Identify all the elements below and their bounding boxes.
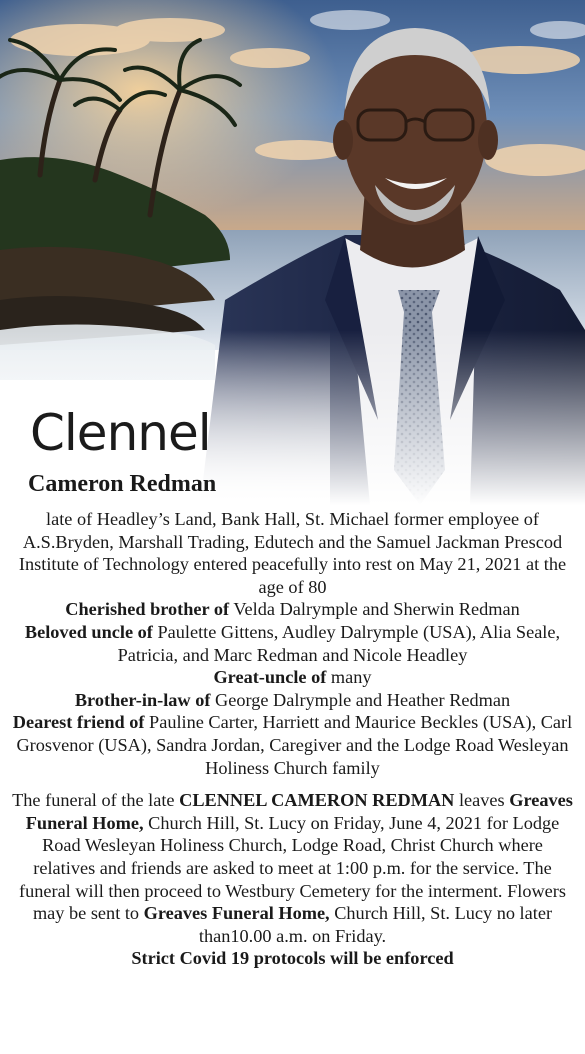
- relation-line: [10, 711, 575, 779]
- funeral-home-name: Greaves Funeral Home,: [143, 903, 330, 924]
- covid-notice: [10, 947, 575, 970]
- relation-label: Dearest friend of: [12, 712, 145, 733]
- relation-names: Pauline Carter, Harriett and Maurice Beckles (USA), Carl Grosvenor (USA), Sandra Jordan, Caregiver and the Lodge Road Wesleyan Holiness Church family: [16, 712, 573, 778]
- funeral-paragraph: [10, 789, 575, 947]
- relation-names: Paulette Gittens, Audley Dalrymple (USA), Alia Seale, Patricia, and Marc Redman and Nicole Headley: [117, 621, 561, 665]
- funeral-text-4: Church Hill, St. Lucy no later than10.00 a.m. on Friday.: [198, 903, 553, 946]
- relation-label: Beloved uncle of: [24, 621, 153, 642]
- relation-line: [10, 689, 575, 712]
- relation-line: [10, 666, 575, 689]
- covid-notice-text: Strict Covid 19 protocols will be enforced: [131, 948, 454, 969]
- relation-names: many: [330, 667, 372, 688]
- first-name-heading: Clennel: [30, 404, 211, 462]
- notice-body: [10, 508, 575, 970]
- relation-line: [10, 621, 575, 666]
- intro-paragraph: late of Headley’s Land, Bank Hall, St. Michael former employee of A.S.Bryden, Marshall Trading, Edutech and the Samuel Jackman Prescod Institute of Technology entered peacefully into rest on May 21, 2021 at the age of 80: [18, 509, 567, 597]
- relation-label: Great-uncle of: [213, 667, 327, 688]
- relation-names: George Dalrymple and Heather Redman: [215, 689, 511, 710]
- deceased-name: CLENNEL CAMERON REDMAN: [179, 790, 455, 811]
- relation-line: [10, 598, 575, 621]
- relation-label: Cherished brother of: [65, 599, 230, 620]
- header-photo: [0, 0, 585, 505]
- funeral-home-name: Greaves Funeral Home,: [25, 790, 573, 833]
- funeral-text-2: leaves: [458, 790, 505, 811]
- relation-names: Velda Dalrymple and Sherwin Redman: [233, 599, 520, 620]
- funeral-text-3: Church Hill, St. Lucy on Friday, June 4, 2021 for Lodge Road Wesleyan Holiness Church, Lodge Road, Christ Church where relatives and friends are asked to meet at 1:00 p.m. for the service. The funeral will then proceed to Westbury Cemetery for the interment. Flowers may be sent to: [19, 812, 566, 924]
- full-name-subheading: Cameron Redman: [28, 471, 217, 497]
- relation-label: Brother-in-law of: [74, 689, 211, 710]
- funeral-text-1: The funeral of the late: [12, 790, 175, 811]
